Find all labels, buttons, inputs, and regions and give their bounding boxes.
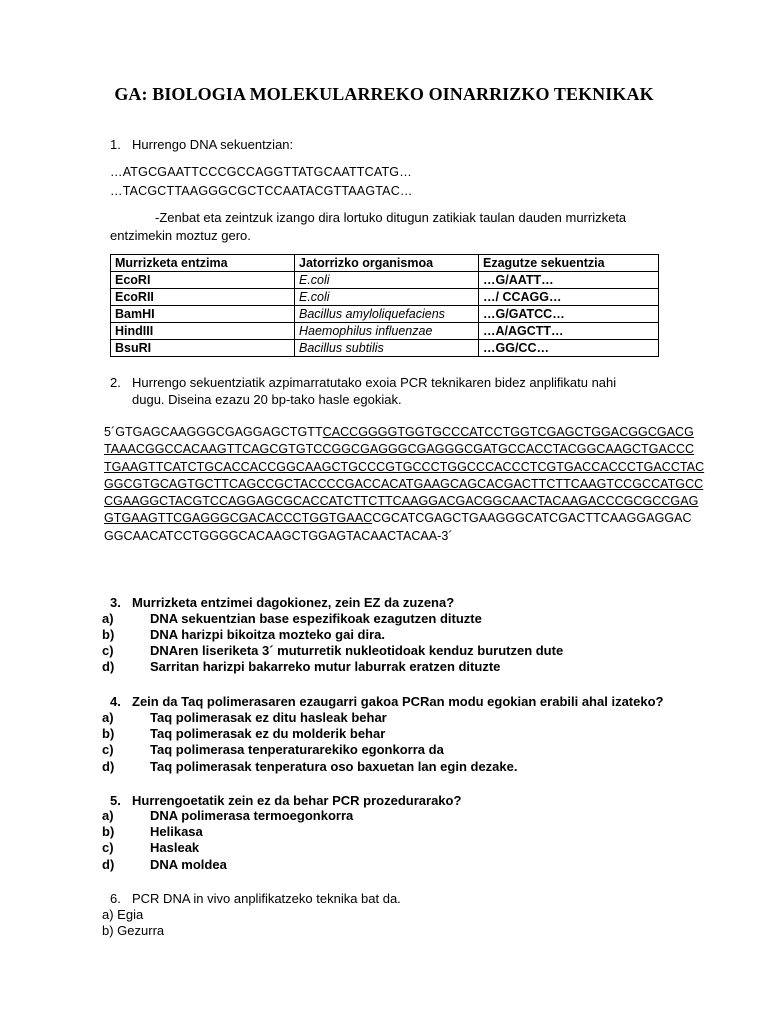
recognition-sequence-cell: …A/AGCTT… [479, 323, 659, 340]
dna-line-2: TAAACGGCCACAAGTTCAGCGTGTCCGGCGAGGGCGAGGGCGATGCCACCTACGGCAAGCTGACCC [104, 442, 695, 457]
table-row [111, 323, 659, 340]
option-letter: a) [102, 611, 114, 626]
dna-line-1 [104, 424, 694, 441]
option-text: DNA moldea [150, 857, 227, 872]
question-text: Murrizketa entzimei dagokionez, zein EZ da zuzena? [132, 595, 455, 610]
option-text: Sarritan harizpi bakarreko mutur laburrak eratzen dituzte [150, 659, 501, 674]
option-text: DNA sekuentzian base espezifikoak ezagutzen dituzte [150, 611, 482, 626]
enzyme-name-cell: EcoRI [111, 272, 295, 289]
option-text: DNA harizpi bikoitza mozteko gai dira. [150, 627, 385, 642]
enzyme-name-cell: BsuRI [111, 340, 295, 357]
question-text: PCR DNA in vivo anplifikatzeko teknika bat da. [132, 891, 401, 906]
recognition-sequence-cell: …G/GATCC… [479, 306, 659, 323]
dna-line-7: GGCAACATCCTGGGGCACAAGCTGGAGTACAACTACAA-3´ [104, 528, 453, 543]
answer-option[interactable] [102, 659, 500, 676]
answer-option[interactable] [102, 808, 353, 825]
dna-sequence-bottom-strand: …TACGCTTAAGGGCGCTCCAATACGTTAAGTAC… [110, 184, 413, 198]
answer-option[interactable] [102, 726, 385, 743]
question-text: Hurrengo DNA sekuentzian: [132, 137, 294, 152]
question-3-heading [110, 594, 454, 611]
option-text: Taq polimerasa tenperaturarekiko egonkorra da [150, 742, 444, 757]
option-letter: a) [102, 710, 114, 725]
option-letter: c) [102, 643, 114, 658]
question-number: 3. [110, 595, 121, 610]
question-1-heading [110, 136, 293, 153]
dna-segment: 5´GTGAGCAAGGGCGAGGAGCTGTT [104, 425, 323, 439]
restriction-enzyme-table [110, 254, 659, 357]
option-letter: d) [102, 759, 115, 774]
exon-segment: CACCGGGGTGGTGCCCATCCTGGTCGAGCTGGACGGCGACG [322, 425, 694, 439]
enzyme-name-cell: EcoRII [111, 289, 295, 306]
organism-cell: E.coli [295, 272, 479, 289]
question-text-line-1: Hurrengo sekuentziatik azpimarratutako exoia PCR teknikaren bidez anplifikatu nahi [132, 375, 617, 390]
question-4-heading [110, 693, 663, 710]
question-2-heading [110, 374, 616, 391]
option-letter: b) [102, 824, 115, 839]
dna-line-6 [104, 510, 692, 527]
organism-cell: Bacillus amyloliquefaciens [295, 306, 479, 323]
option-text: DNAren liseriketa 3´ muturretik nukleotidoak kenduz burutzen dute [150, 643, 564, 658]
answer-option[interactable] [102, 643, 563, 660]
table-row [111, 306, 659, 323]
organism-cell: Haemophilus influenzae [295, 323, 479, 340]
option-text: Taq polimerasak ez du molderik behar [150, 726, 386, 741]
answer-option[interactable] [102, 611, 482, 628]
question-number: 1. [110, 137, 121, 152]
answer-option[interactable] [102, 759, 518, 776]
option-letter: c) [102, 742, 114, 757]
option-text: Helikasa [150, 824, 203, 839]
option-letter: d) [102, 857, 115, 872]
question-6-heading [110, 890, 401, 907]
answer-option[interactable] [102, 627, 385, 644]
option-letter: d) [102, 659, 115, 674]
table-header-cell: Jatorrizko organismoa [295, 255, 479, 272]
table-row [111, 340, 659, 357]
dna-line-5: CGAAGGCTACGTCCAGGAGCGCACCATCTTCTTCAAGGACGACGGCAACTACAAGACCCGCGCCGAG [104, 494, 699, 509]
table-row [111, 272, 659, 289]
dna-sequence-top-strand: …ATGCGAATTCCCGCCAGGTTATGCAATTCATG… [110, 165, 412, 179]
dna-segment: CGCATCGAGCTGAAGGGCATCGACTTCAAGGAGGAC [372, 511, 692, 526]
question-2-text-line-2: dugu. Diseina ezazu 20 bp-tako hasle egokiak. [132, 392, 402, 407]
option-letter: b) [102, 627, 115, 642]
enzyme-name-cell: HindIII [111, 323, 295, 340]
question-5-heading [110, 792, 461, 809]
table-row [111, 289, 659, 306]
question-number: 2. [110, 375, 121, 390]
question-number: 4. [110, 694, 121, 709]
question-text: Zein da Taq polimerasaren ezaugarri gakoa PCRan modu egokian erabili ahal izateko? [132, 694, 664, 709]
option-letter: c) [102, 840, 114, 855]
answer-option[interactable] [102, 857, 227, 874]
enzyme-name-cell: BamHI [111, 306, 295, 323]
option-text: Hasleak [150, 840, 200, 855]
option-text: Taq polimerasak tenperatura oso baxuetan lan egin dezake. [150, 759, 518, 774]
recognition-sequence-cell: …G/AATT… [479, 272, 659, 289]
recognition-sequence-cell: …/ CCAGG… [479, 289, 659, 306]
question-number: 5. [110, 793, 121, 808]
question-1-instruction-line-2: entzimekin moztuz gero. [110, 228, 251, 243]
organism-cell: E.coli [295, 289, 479, 306]
question-number: 6. [110, 891, 121, 906]
answer-option[interactable] [102, 742, 444, 759]
dna-sequence-block [104, 424, 705, 545]
dna-line-3: TGAAGTTCATCTGCACCACCGGCAAGCTGCCCGTGCCCTGGCCCACCCTCGTGACCACCCTGACCTAC [104, 459, 705, 474]
option-letter: b) [102, 726, 115, 741]
organism-cell: Bacillus subtilis [295, 340, 479, 357]
page-title: GA: BIOLOGIA MOLEKULARREKO OINARRIZKO TEKNIKAK [114, 84, 654, 104]
answer-option-false[interactable]: b) Gezurra [102, 923, 165, 938]
question-text: Hurrengoetatik zein ez da behar PCR prozedurarako? [132, 793, 462, 808]
answer-option-true[interactable]: a) Egia [102, 907, 144, 922]
answer-option[interactable] [102, 710, 387, 727]
table-header-cell: Murrizketa entzima [111, 255, 295, 272]
option-letter: a) [102, 808, 114, 823]
answer-option[interactable] [102, 824, 203, 841]
option-text: DNA polimerasa termoegonkorra [150, 808, 354, 823]
dna-line-4: GGCGTGCAGTGCTTCAGCCGCTACCCCGACCACATGAAGCAGCACGACTTCTTCAAGTCCGCCATGCC [104, 476, 704, 491]
question-1-instruction-line-1: -Zenbat eta zeintzuk izango dira lortuko ditugun zatikiak taulan dauden murrizketa [155, 210, 627, 225]
recognition-sequence-cell: …GG/CC… [479, 340, 659, 357]
answer-option[interactable] [102, 840, 199, 857]
table-header-row [111, 255, 659, 272]
exon-segment: GTGAAGTTCGAGGGCGACACCCTGGTGAAC [104, 511, 373, 526]
option-text: Taq polimerasak ez ditu hasleak behar [150, 710, 387, 725]
table-header-cell: Ezagutze sekuentzia [479, 255, 659, 272]
